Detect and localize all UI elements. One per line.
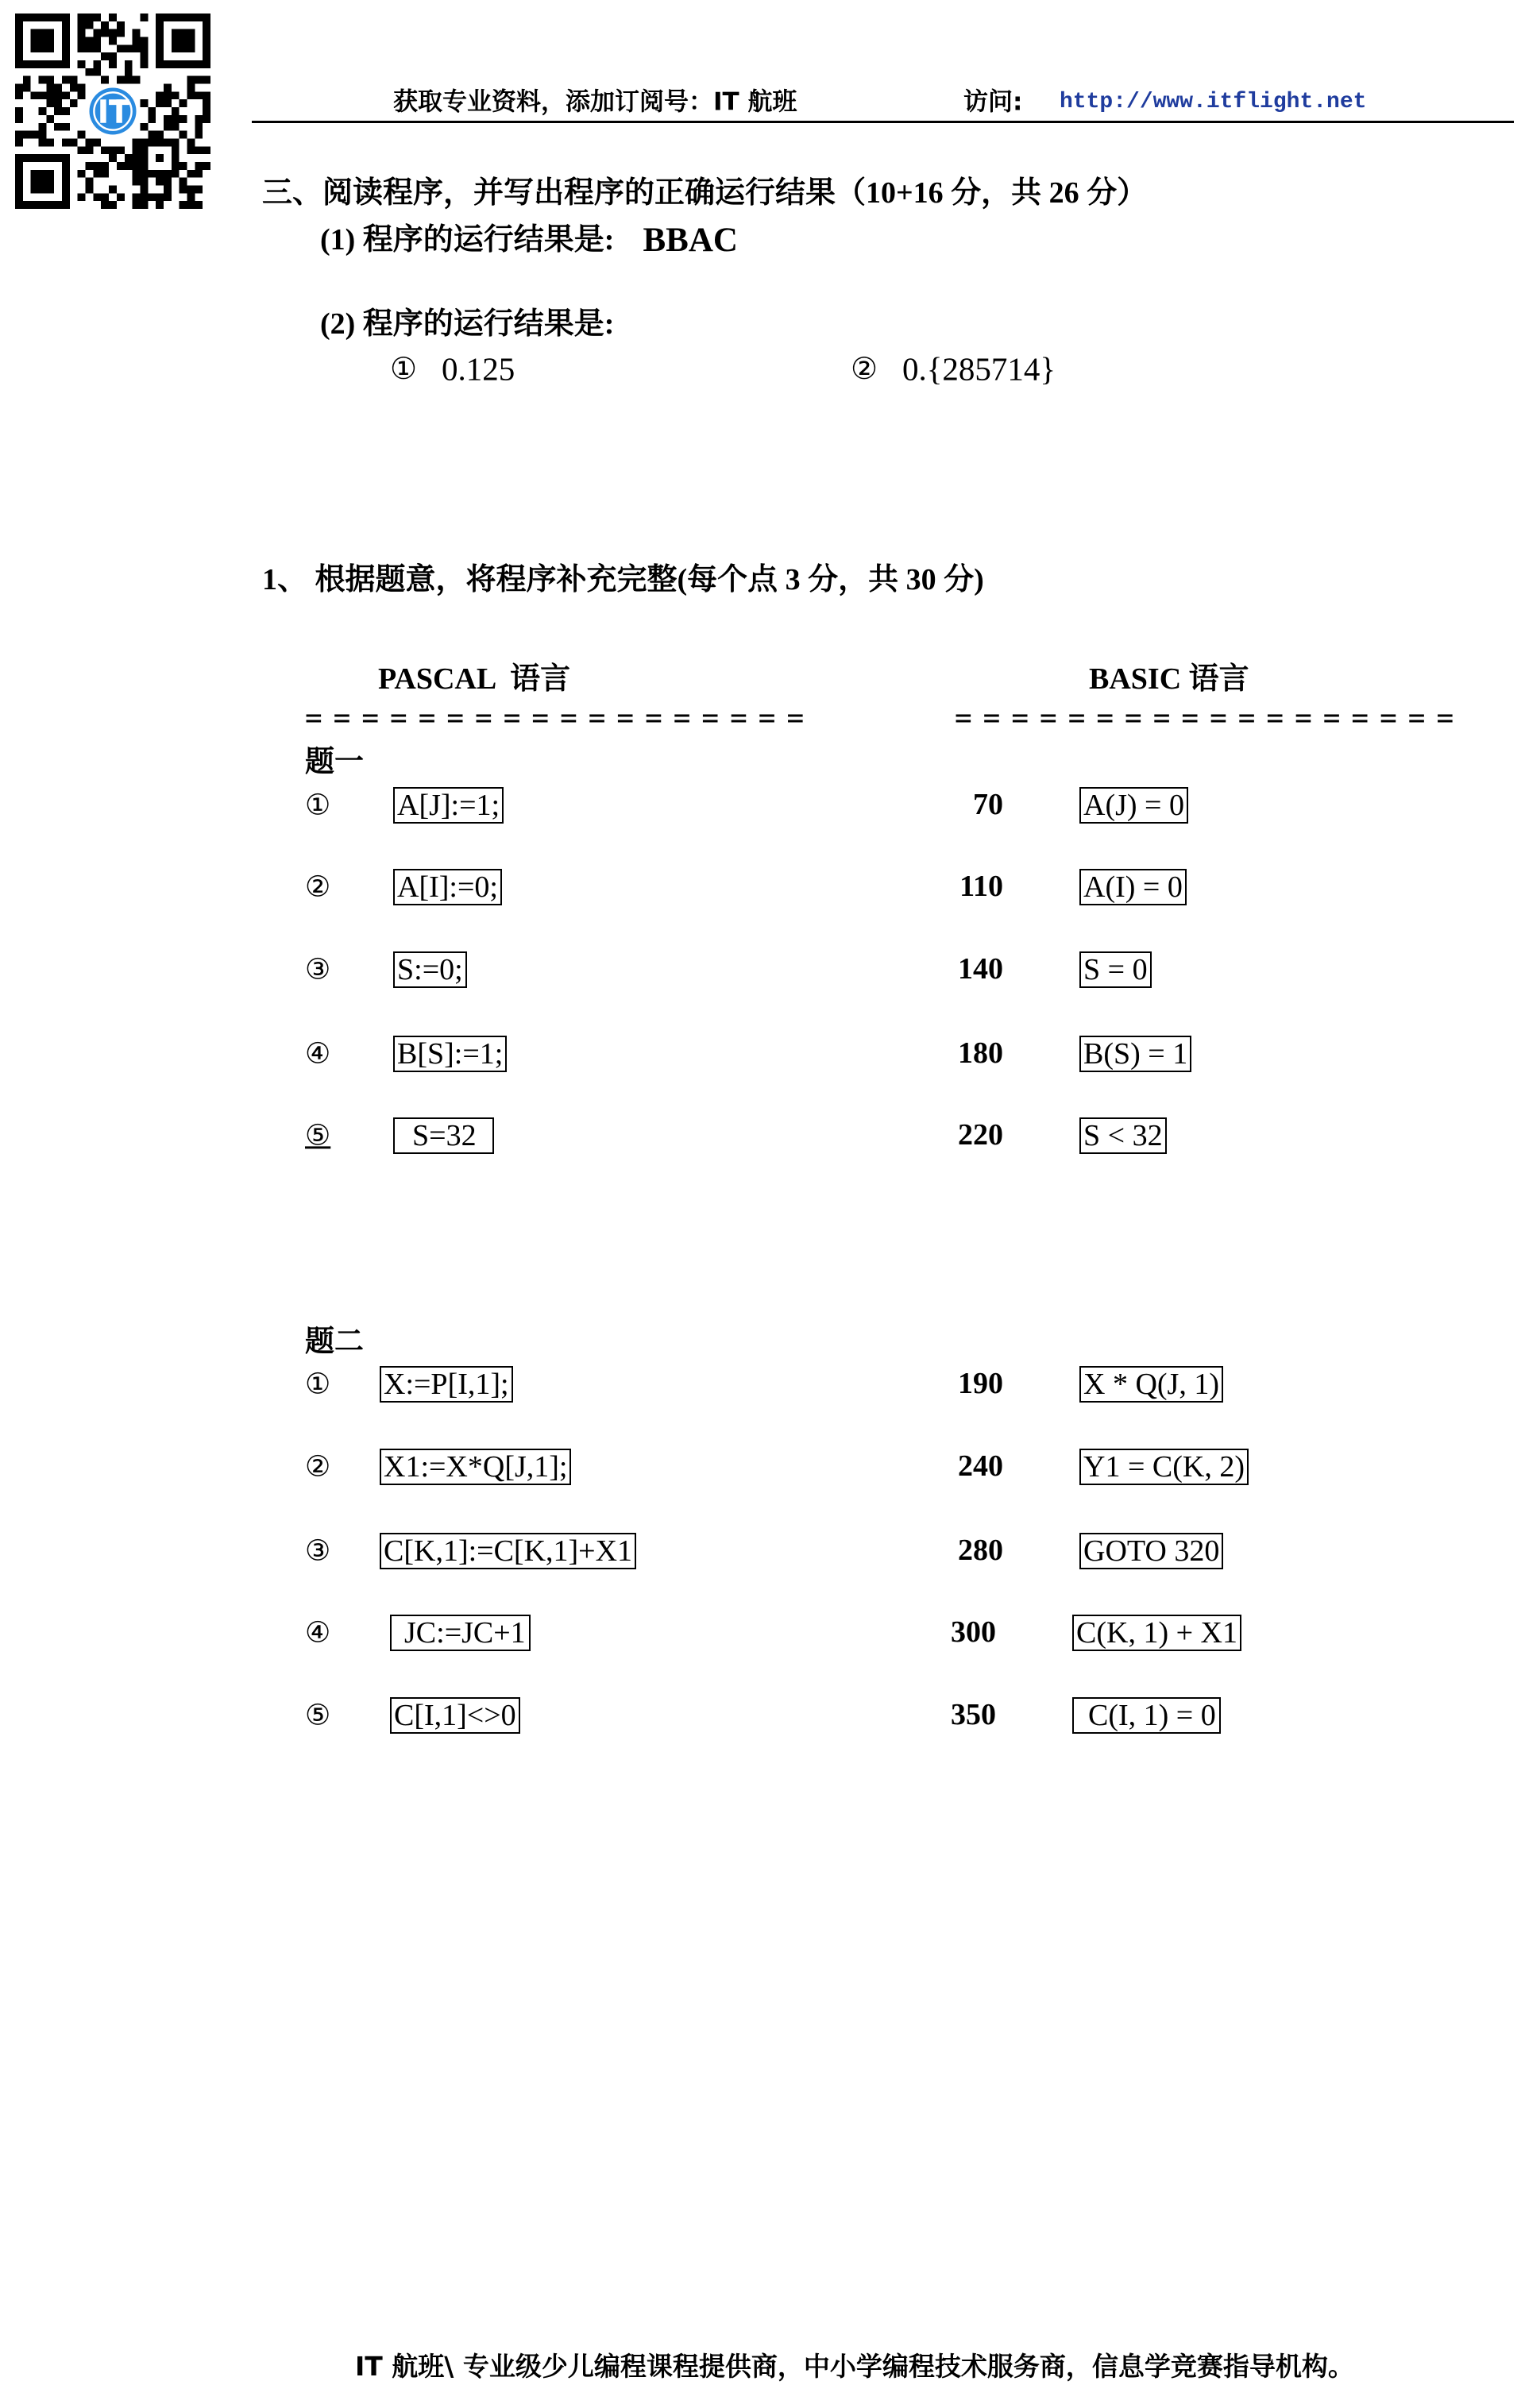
basic-answer-box: B(S) = 1 bbox=[1079, 1036, 1191, 1072]
basic-line-number: 280 bbox=[958, 1534, 1003, 1568]
site-link[interactable]: http://www.itflight.net bbox=[1060, 90, 1367, 115]
question-1-answer: BBAC bbox=[643, 222, 738, 260]
pascal-answer-box: X1:=X*Q[J,1]; bbox=[380, 1449, 571, 1485]
basic-answer-box: Y1 = C(K, 2) bbox=[1079, 1449, 1249, 1485]
answer-value: 0.125 bbox=[442, 350, 515, 388]
basic-answer-box: A(J) = 0 bbox=[1079, 787, 1188, 824]
basic-answer-box: S = 0 bbox=[1079, 951, 1152, 988]
logo-circle bbox=[89, 87, 136, 134]
problem-label: 题二 bbox=[305, 1325, 364, 1358]
problem-label: 题一 bbox=[305, 745, 364, 778]
pascal-answer-box: C[I,1]<>0 bbox=[390, 1697, 520, 1734]
header-divider bbox=[252, 121, 1514, 123]
pascal-answer-box: S:=0; bbox=[393, 951, 467, 988]
row-marker: ⑤ bbox=[305, 1119, 331, 1152]
row-marker: ① bbox=[305, 789, 331, 822]
section-title: 1、 根据题意，将程序补充完整(每个点 3 分，共 30 分) bbox=[262, 563, 984, 597]
basic-line-number: 140 bbox=[958, 952, 1003, 986]
basic-divider: ================== bbox=[955, 701, 1465, 735]
row-marker: ③ bbox=[305, 953, 331, 986]
basic-answer-box: C(K, 1) + X1 bbox=[1072, 1615, 1241, 1651]
answer-value: 0.{285714} bbox=[902, 350, 1056, 388]
row-marker: ③ bbox=[305, 1534, 331, 1568]
basic-line-number: 240 bbox=[958, 1449, 1003, 1484]
row-marker: ② bbox=[305, 1450, 331, 1484]
row-marker: ① bbox=[305, 1368, 331, 1401]
pascal-answer-box: X:=P[I,1]; bbox=[380, 1366, 513, 1403]
section-title: 三、阅读程序，并写出程序的正确运行结果（10+16 分，共 26 分） bbox=[262, 176, 1148, 210]
pascal-divider: ================== bbox=[305, 701, 816, 735]
basic-answer-box: A(I) = 0 bbox=[1079, 869, 1187, 905]
basic-line-number: 300 bbox=[951, 1615, 996, 1650]
question-2-label: (2) 程序的运行结果是: bbox=[320, 307, 615, 342]
logo-glyph-i bbox=[100, 99, 106, 123]
pascal-answer-box: JC:=JC+1 bbox=[390, 1615, 531, 1651]
pascal-answer-box: A[I]:=0; bbox=[393, 869, 502, 905]
pascal-answer-box: B[S]:=1; bbox=[393, 1036, 507, 1072]
qr-code bbox=[15, 14, 210, 209]
question-1-label: (1) 程序的运行结果是: bbox=[320, 223, 615, 257]
basic-line-number: 180 bbox=[958, 1036, 1003, 1071]
basic-line-number: 70 bbox=[973, 788, 1003, 822]
basic-answer-box: S < 32 bbox=[1079, 1117, 1167, 1154]
it-logo-icon bbox=[88, 87, 138, 137]
row-marker: ② bbox=[305, 870, 331, 904]
pascal-answer-box: C[K,1]:=C[K,1]+X1 bbox=[380, 1533, 636, 1569]
answer-marker: ② bbox=[851, 351, 878, 387]
basic-heading: BASIC 语言 bbox=[1089, 662, 1249, 697]
pascal-answer-box: A[J]:=1; bbox=[393, 787, 504, 824]
row-marker: ④ bbox=[305, 1616, 331, 1650]
basic-line-number: 190 bbox=[958, 1367, 1003, 1401]
basic-answer-box: X * Q(J, 1) bbox=[1079, 1366, 1223, 1403]
pascal-answer-box: S=32 bbox=[393, 1117, 494, 1154]
basic-answer-box: C(I, 1) = 0 bbox=[1072, 1697, 1221, 1734]
row-marker: ④ bbox=[305, 1037, 331, 1071]
answer-marker: ① bbox=[390, 351, 418, 387]
basic-answer-box: GOTO 320 bbox=[1079, 1533, 1223, 1569]
subscribe-text: 获取专业资料，添加订阅号：IT 航班 bbox=[393, 87, 797, 117]
basic-line-number: 220 bbox=[958, 1118, 1003, 1152]
basic-line-number: 110 bbox=[959, 870, 1003, 904]
visit-label: 访问: bbox=[963, 87, 1023, 117]
page-footer: IT 航班\ 专业级少儿编程课程提供商，中小学编程技术服务商，信息学竞赛指导机构。 bbox=[355, 2351, 1354, 2383]
pascal-heading: PASCAL 语言 bbox=[378, 662, 571, 697]
row-marker: ⑤ bbox=[305, 1699, 331, 1732]
question-1 bbox=[320, 220, 738, 261]
basic-line-number: 350 bbox=[951, 1698, 996, 1732]
logo-glyph-t-stem bbox=[116, 99, 122, 123]
